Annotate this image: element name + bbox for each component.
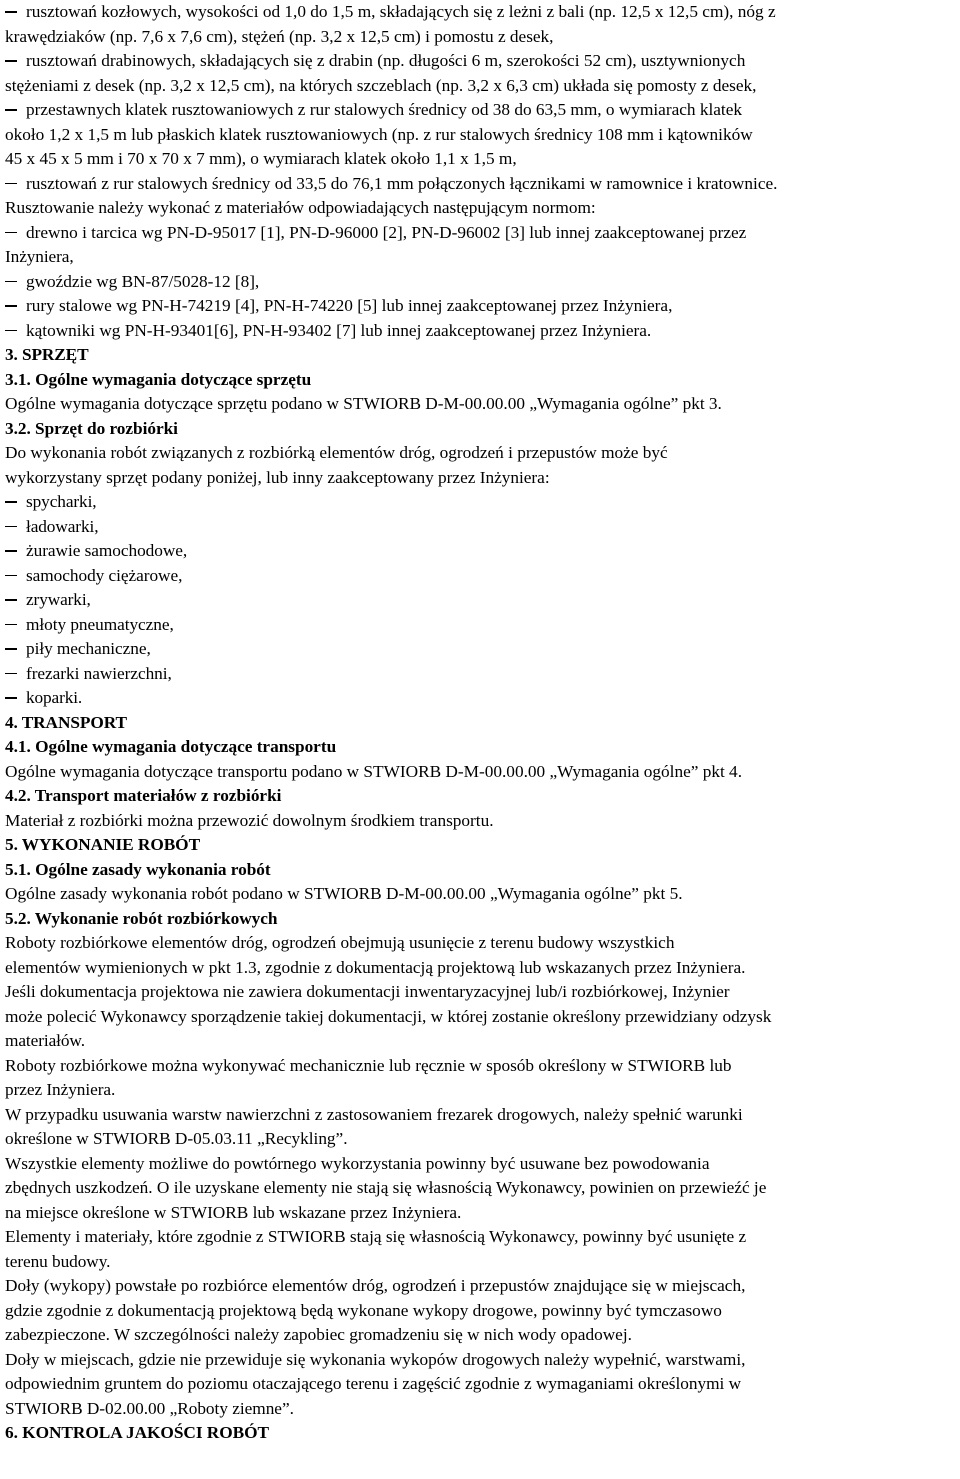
paragraph-line [5, 980, 954, 1005]
line-text: elementów wymienionych w pkt 1.3, zgodnie z dokumentacją projektową lub wskazanych przez Inżyniera. [5, 957, 746, 977]
paragraph-line [5, 1323, 954, 1348]
line-text: 5. WYKONANIE ROBÓT [5, 835, 201, 854]
list-item [5, 686, 954, 711]
list-item [5, 49, 954, 74]
line-text: rusztowań z rur stalowych średnicy od 33,5 do 76,1 mm połączonych łącznikami w ramownice i kratownice. [26, 173, 778, 193]
line-text: 3.2. Sprzęt do rozbiórki [5, 418, 178, 438]
dash-bullet-icon [5, 11, 17, 13]
paragraph-line [5, 1078, 954, 1103]
paragraph-line [5, 1005, 954, 1030]
list-item [5, 270, 954, 295]
line-text: krawędziaków (np. 7,6 x 7,6 cm), stężeń (np. 3,2 x 12,5 cm) i pomostu z desek, [5, 26, 554, 46]
paragraph-line [5, 1250, 954, 1275]
line-text: Rusztowanie należy wykonać z materiałów odpowiadających następującym normom: [5, 198, 596, 217]
line-text: Doły (wykopy) powstałe po rozbiórce elementów dróg, ogrodzeń i przepustów znajdujące się w miejscach, [5, 1276, 746, 1295]
section-heading [5, 858, 954, 883]
dash-bullet-icon [5, 648, 17, 650]
section-heading [5, 417, 954, 442]
line-text: zabezpieczone. W szczególności należy zapobiec gromadzeniu się w nich wody opadowej. [5, 1325, 632, 1344]
paragraph-line [5, 466, 954, 491]
line-text: gdzie zgodnie z dokumentacją projektową będą wykonane wykopy drogowe, powinny być tymczasowo [5, 1300, 722, 1320]
section-heading [5, 711, 954, 736]
line-text: 3. SPRZĘT [5, 345, 89, 364]
section-heading [5, 833, 954, 858]
list-item [5, 172, 954, 197]
list-item [5, 319, 954, 344]
paragraph-line [5, 392, 954, 417]
paragraph-line [5, 1225, 954, 1250]
section-heading [5, 907, 954, 932]
paragraph-line [5, 1299, 954, 1324]
line-text: około 1,2 x 1,5 m lub płaskich klatek rusztowaniowych (np. z rur stalowych średnicy 108 mm i kątowników [5, 124, 753, 144]
line-text: 4.2. Transport materiałów z rozbiórki [5, 786, 282, 805]
list-item [5, 221, 954, 246]
list-item-continuation [5, 147, 954, 172]
dash-bullet-icon [5, 330, 17, 332]
line-text: Doły w miejscach, gdzie nie przewiduje się wykonania wykopów drogowych należy wypełnić, warstwami, [5, 1349, 746, 1369]
line-text: zrywarki, [26, 590, 91, 609]
line-text: 4. TRANSPORT [5, 712, 127, 732]
line-text: ładowarki, [26, 516, 99, 536]
line-text: może polecić Wykonawcy sporządzenie takiej dokumentacji, w której zostanie określony przewidziany odzysk [5, 1006, 772, 1026]
line-text: 4.1. Ogólne wymagania dotyczące transportu [5, 737, 337, 756]
paragraph-line [5, 245, 954, 270]
line-text: 5.2. Wykonanie robót rozbiórkowych [5, 908, 278, 928]
paragraph-line [5, 882, 954, 907]
line-text: Ogólne wymagania dotyczące sprzętu podano w STWIORB D-M-00.00.00 „Wymagania ogólne” pkt 3. [5, 394, 722, 413]
list-item [5, 637, 954, 662]
dash-bullet-icon [5, 575, 17, 577]
section-heading [5, 1421, 954, 1446]
paragraph-line [5, 196, 954, 221]
list-item-continuation [5, 25, 954, 50]
dash-bullet-icon [5, 501, 17, 503]
section-heading [5, 368, 954, 393]
line-text: odpowiednim gruntem do poziomu otaczającego terenu i zagęścić zgodnie z wymaganiami określonymi w [5, 1374, 742, 1393]
line-text: żurawie samochodowe, [26, 541, 188, 560]
line-text: terenu budowy. [5, 1251, 111, 1271]
paragraph-line [5, 1103, 954, 1128]
line-text: przestawnych klatek rusztowaniowych z rur stalowych średnicy od 38 do 63,5 mm, o wymiarach klatek [26, 100, 742, 119]
paragraph-line [5, 441, 954, 466]
paragraph-line [5, 1127, 954, 1152]
dash-bullet-icon [5, 281, 17, 283]
line-text: Ogólne zasady wykonania robót podano w STWIORB D-M-00.00.00 „Wymagania ogólne” pkt 5. [5, 884, 683, 903]
line-text: STWIORB D-02.00.00 „Roboty ziemne”. [5, 1398, 294, 1418]
dash-bullet-icon [5, 60, 17, 62]
list-item [5, 294, 954, 319]
paragraph-line [5, 1176, 954, 1201]
line-text: Roboty rozbiórkowe można wykonywać mechanicznie lub ręcznie w sposób określony w STWIORB lub [5, 1055, 732, 1075]
line-text: Jeśli dokumentacja projektowa nie zawiera dokumentacji inwentaryzacyjnej lub/i rozbiórkowej, Inżynier [5, 982, 730, 1001]
line-text: W przypadku usuwania warstw nawierzchni z zastosowaniem frezarek drogowych, należy spełnić warunki [5, 1104, 743, 1124]
list-item [5, 515, 954, 540]
line-text: 3.1. Ogólne wymagania dotyczące sprzętu [5, 369, 312, 389]
line-text: Wszystkie elementy możliwe do powtórnego wykorzystania powinny być usuwane bez powodowania [5, 1153, 710, 1173]
paragraph-line [5, 1152, 954, 1177]
line-text: gwoździe wg BN-87/5028-12 [8], [26, 271, 260, 291]
paragraph-line [5, 1029, 954, 1054]
dash-bullet-icon [5, 599, 17, 601]
line-text: drewno i tarcica wg PN-D-95017 [1], PN-D-96000 [2], PN-D-96002 [3] lub innej zaakceptowanej przez [26, 222, 747, 242]
list-item [5, 588, 954, 613]
line-text: samochody ciężarowe, [26, 565, 183, 585]
line-text: Inżyniera, [5, 247, 74, 266]
dash-bullet-icon [5, 624, 17, 626]
list-item [5, 564, 954, 589]
line-text: Do wykonania robót związanych z rozbiórką elementów dróg, ogrodzeń i przepustów może być [5, 443, 668, 462]
list-item-continuation [5, 123, 954, 148]
line-text: stężeniami z desek (np. 3,2 x 12,5 cm), na których szczeblach (np. 3,2 x 6,3 cm) układa się pomosty z desek, [5, 75, 757, 95]
line-text: frezarki nawierzchni, [26, 663, 172, 683]
line-text: na miejsce określone w STWIORB lub wskazane przez Inżyniera. [5, 1202, 462, 1222]
paragraph-line [5, 1201, 954, 1226]
paragraph-line [5, 1274, 954, 1299]
line-text: rusztowań kozłowych, wysokości od 1,0 do 1,5 m, składających się z leżni z bali (np. 12,5 x 12,5 cm), nóg z [26, 2, 776, 21]
list-item [5, 490, 954, 515]
section-heading [5, 784, 954, 809]
line-text: określone w STWIORB D-05.03.11 „Recykling”. [5, 1129, 348, 1148]
line-text: zbędnych uszkodzeń. O ile uzyskane elementy nie stają się własnością Wykonawcy, powinien on przewieźć je [5, 1178, 767, 1197]
line-text: materiałów. [5, 1031, 85, 1050]
paragraph-line [5, 931, 954, 956]
list-item [5, 0, 954, 25]
line-text: 5.1. Ogólne zasady wykonania robót [5, 859, 271, 879]
dash-bullet-icon [5, 526, 17, 528]
dash-bullet-icon [5, 673, 17, 675]
dash-bullet-icon [5, 232, 17, 234]
line-text: Materiał z rozbiórki można przewozić dowolnym środkiem transportu. [5, 810, 494, 830]
dash-bullet-icon [5, 305, 17, 307]
line-text: kątowniki wg PN-H-93401[6], PN-H-93402 [7] lub innej zaakceptowanej przez Inżyniera. [26, 320, 652, 340]
paragraph-line [5, 1054, 954, 1079]
line-text: Roboty rozbiórkowe elementów dróg, ogrodzeń obejmują usunięcie z terenu budowy wszystkich [5, 933, 675, 952]
line-text: wykorzystany sprzęt podany poniżej, lub inny zaakceptowany przez Inżyniera: [5, 467, 550, 487]
paragraph-line [5, 760, 954, 785]
list-item [5, 613, 954, 638]
section-heading [5, 343, 954, 368]
line-text: rusztowań drabinowych, składających się z drabin (np. długości 6 m, szerokości 52 cm), usztywnionych [26, 51, 746, 70]
list-item [5, 539, 954, 564]
list-item [5, 662, 954, 687]
section-heading [5, 735, 954, 760]
line-text: przez Inżyniera. [5, 1080, 116, 1099]
line-text: Ogólne wymagania dotyczące transportu podano w STWIORB D-M-00.00.00 „Wymagania ogólne” pkt 4. [5, 761, 743, 781]
paragraph-line [5, 1348, 954, 1373]
paragraph-line [5, 1372, 954, 1397]
line-text: rury stalowe wg PN-H-74219 [4], PN-H-74220 [5] lub innej zaakceptowanej przez Inżyniera, [26, 296, 673, 315]
list-item-continuation [5, 74, 954, 99]
paragraph-line [5, 809, 954, 834]
line-text: spycharki, [26, 492, 97, 511]
line-text: młoty pneumatyczne, [26, 614, 174, 634]
dash-bullet-icon [5, 183, 17, 185]
line-text: koparki. [26, 688, 83, 707]
line-text: piły mechaniczne, [26, 639, 151, 658]
paragraph-line [5, 956, 954, 981]
dash-bullet-icon [5, 697, 17, 699]
paragraph-line [5, 1397, 954, 1422]
line-text: 45 x 45 x 5 mm i 70 x 70 x 7 mm), o wymiarach klatek około 1,1 x 1,5 m, [5, 149, 517, 168]
dash-bullet-icon [5, 550, 17, 552]
list-item [5, 98, 954, 123]
dash-bullet-icon [5, 109, 17, 111]
line-text: 6. KONTROLA JAKOŚCI ROBÓT [5, 1423, 270, 1442]
line-text: Elementy i materiały, które zgodnie z STWIORB stają się własnością Wykonawcy, powinny być usunięte z [5, 1227, 747, 1246]
